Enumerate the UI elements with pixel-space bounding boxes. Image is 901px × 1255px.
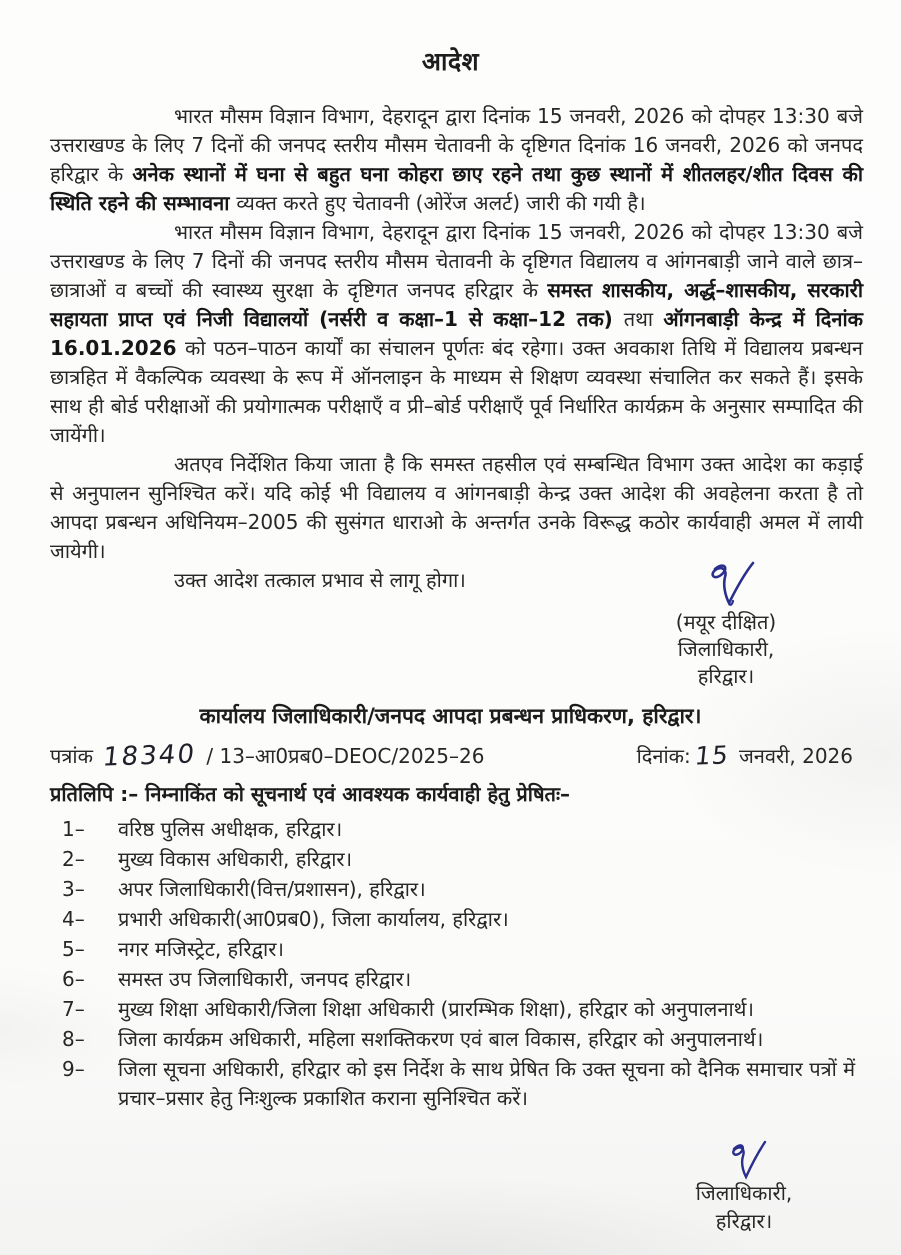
list-item-number: 5– [62, 937, 85, 961]
paragraph-school-closure [50, 218, 863, 450]
para2-regular-mid: तथा [623, 307, 664, 331]
list-item-text: जिला कार्यक्रम अधिकारी, महिला सशक्तिकरण एवं बाल विकास, हरिद्वार को अनुपालनार्थ। [118, 1027, 764, 1051]
signatory-designation: जिलाधिकारी, [695, 1181, 793, 1205]
letter-number [50, 739, 485, 773]
list-item-number: 6– [62, 967, 85, 991]
list-item [62, 995, 861, 1024]
letter-date-suffix: जनवरी, 2026 [738, 744, 853, 768]
list-item-number: 1– [62, 817, 85, 841]
list-item-text: समस्त उप जिलाधिकारी, जनपद हरिद्वार। [118, 967, 412, 991]
document-title: आदेश [421, 47, 480, 76]
list-item [62, 935, 861, 964]
list-item [62, 905, 861, 934]
para2-bold-date: ऑगनबाड़ी केन्द्र में दिनांक 16.01.2026 [50, 307, 864, 360]
list-item-text: नगर मजिस्ट्रेट, हरिद्वार। [118, 937, 284, 961]
list-item-text: वरिष्ठ पुलिस अधीक्षक, हरिद्वार। [118, 817, 343, 841]
letter-number-label: पत्रांक [50, 744, 93, 768]
letter-number-handwritten: 18340 [101, 739, 198, 773]
list-item [62, 875, 861, 904]
letter-number-row [50, 739, 853, 773]
list-item [62, 845, 861, 874]
list-item [62, 965, 861, 994]
list-item-number: 8– [62, 1027, 85, 1051]
list-item-text: प्रभारी अधिकारी(आ0प्रब0), जिला कार्यालय, हरिद्वार। [118, 907, 509, 931]
list-item-text: मुख्य विकास अधिकारी, हरिद्वार। [118, 847, 353, 871]
para1-regular-text: भारत मौसम विज्ञान विभाग, देहरादून द्वारा दिनांक 15 जनवरी, 2026 को दोपहर 13:30 बजे उत्तराखण्ड के लिए 7 दिनों की जनपद स्तरीय मौसम चेतावनी के दृष्टिगत दिनांक 16 जनवरी, 2026 को जनपद हरिद्वार के [50, 104, 863, 186]
list-item-number: 3– [62, 877, 85, 901]
signatory-designation: जिलाधिकारी, [677, 637, 775, 661]
list-item [62, 1025, 861, 1054]
list-item [62, 815, 861, 844]
paragraph-weather-warning [50, 102, 863, 218]
para2-regular-text-end: को पठन–पाठन कार्यों का संचालन पूर्णतः बंद रहेगा। उक्त अवकाश तिथि में विद्यालय प्रबन्धन छात्रहित में वैकल्पिक व्यवस्था के रूप में ऑनलाइन के माध्यम से शिक्षण व्यवस्था संचालित कर सकते हैं। इसके साथ ही बोर्ड परीक्षाओं की प्रयोगात्मक परीक्षाएँ व प्री–बोर्ड परीक्षाएँ पूर्व निर्धारित कार्यक्रम के अनुसार सम्पादित की जायेंगी। [50, 336, 863, 447]
list-item-text: मुख्य शिक्षा अधिकारी/जिला शिक्षा अधिकारी (प्रारम्भिक शिक्षा), हरिद्वार को अनुपालनार्थ। [118, 997, 754, 1021]
list-item-number: 4– [62, 907, 85, 931]
para1-regular-text-end: व्यक्त करते हुए चेतावनी (ओरेंज अलर्ट) जारी की गयी है। [236, 191, 646, 215]
letter-date [637, 740, 853, 769]
signatory-place: हरिद्वार। [715, 1209, 773, 1233]
list-item [62, 1055, 861, 1113]
signature-block-dm-bottom [649, 1139, 839, 1235]
letter-number-suffix: / 13–आ0प्रब0–DEOC/2025–26 [206, 744, 485, 768]
letter-date-handwritten: 15 [693, 740, 731, 771]
para2-bold-schools: समस्त शासकीय, अर्द्ध–शासकीय, सरकारी सहायता प्राप्त एवं निजी विद्यालयों (नर्सरी व कक्षा–1 से कक्षा–12 तक) [50, 278, 864, 331]
recipients-list [62, 815, 861, 1113]
list-item-number: 7– [62, 997, 85, 1021]
paragraph-effective-immediately: उक्त आदेश तत्काल प्रभाव से लागू होगा। [174, 568, 466, 592]
para2-regular-text: भारत मौसम विज्ञान विभाग, देहरादून द्वारा दिनांक 15 जनवरी, 2026 को दोपहर 13:30 बजे उत्तराखण्ड के लिए 7 दिनों की जनपद स्तरीय मौसम चेतावनी के दृष्टिगत विद्यालय व आंगनबाड़ी जाने वाले छात्र–छात्राओं व बच्चों की स्वास्थ्य सुरक्षा के दृष्टिगत जनपद हरिद्वार के [50, 220, 863, 302]
copy-to-line: प्रतिलिपि :– निम्नाकिंत को सूचनार्थ एवं आवश्यक कार्यवाही हेतु प्रेषितः– [50, 782, 570, 806]
list-item-number: 9– [62, 1057, 85, 1081]
list-item-text: अपर जिलाधिकारी(वित्त/प्रशासन), हरिद्वार। [118, 877, 426, 901]
signatory-place: हरिद्वार। [697, 664, 755, 688]
letter-date-label: दिनांक: [636, 744, 691, 768]
document-body [50, 102, 863, 595]
signature-block-dm [621, 559, 831, 690]
office-header: कार्यालय जिलाधिकारी/जनपद आपदा प्रबन्धन प्राधिकरण, हरिद्वार। [199, 704, 702, 728]
para1-bold-text: अनेक स्थानों में घना से बहुत घना कोहरा छाए रहने तथा कुछ स्थानों में शीतलहर/शीत दिवस की स्थिति रहने की सम्भावना [50, 162, 864, 215]
paragraph-compliance: अतएव निर्देशित किया जाता है कि समस्त तहसील एवं सम्बन्धित विभाग उक्त आदेश का कड़ाई से अनुपालन सुनिश्चित करें। यदि कोई भी विद्यालय व आंगनबाड़ी केन्द्र उक्त आदेश की अवहेलना करता है तो आपदा प्रबन्धन अधिनियम–2005 की सुसंगत धाराओ के अन्तर्गत उनके विरूद्ध कठोर कार्यवाही अमल में लायी जायेगी। [50, 452, 863, 563]
signatory-name: (मयूर दीक्षित) [675, 610, 777, 634]
list-item-text: जिला सूचना अधिकारी, हरिद्वार को इस निर्देश के साथ प्रेषित कि उक्त सूचना को दैनिक समाचार पत्रों में प्रचार–प्रसार हेतु निःशुल्क प्रकाशित कराना सुनिश्चित करें। [118, 1057, 856, 1110]
list-item-number: 2– [62, 847, 85, 871]
signature-scribble-icon [687, 559, 765, 613]
